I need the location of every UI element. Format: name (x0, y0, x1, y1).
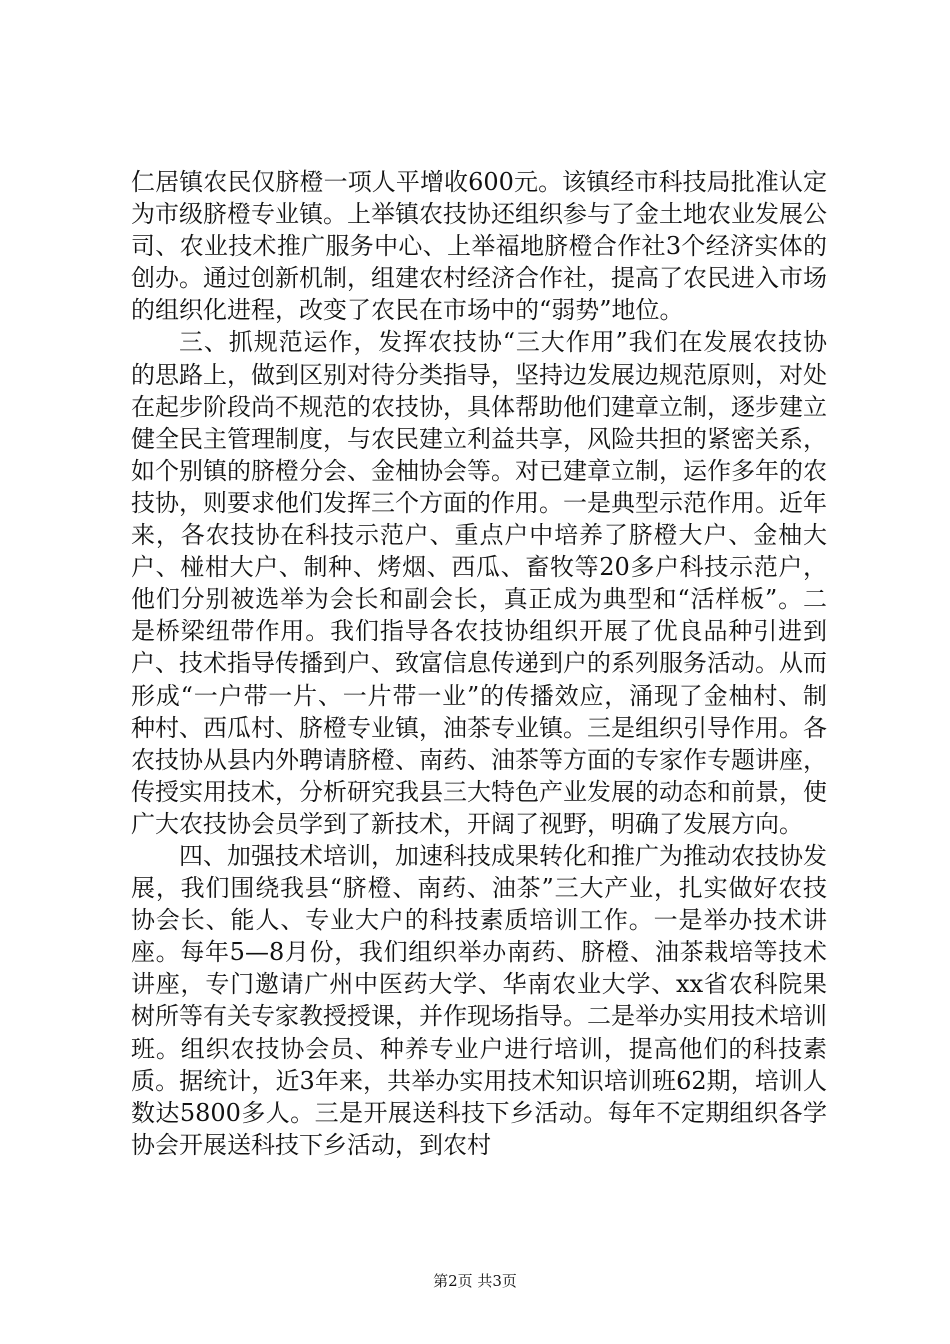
paragraph-section-four: 四、加强技术培训，加速科技成果转化和推广为推动农技协发展，我们围绕我县“脐橙、南药、油茶”三大产业，扎实做好农技协会长、能人、专业大户的科技素质培训工作。一是举办技术讲座。每年5—8月份，我们组织举办南药、脐橙、油茶栽培等技术讲座，专门邀请广州中医药大学、华南农业大学、xx省农科院果树所等有关专家教授授课，并作现场指导。二是举办实用技术培训班。组织农技协会员、种养专业户进行培训，提高他们的科技素质。据统计，近3年来，共举办实用技术知识培训班62期，培训人数达5800多人。三是开展送科技下乡活动。每年不定期组织各学协会开展送科技下乡活动，到农村 (131, 841, 827, 1159)
paragraph-section-three: 三、抓规范运作，发挥农技协“三大作用”我们在发展农技协的思路上，做到区别对待分类指导，坚持边发展边规范原则，对处在起步阶段尚不规范的农技协，具体帮助他们建章立制，逐步建立健全民主管理制度，与农民建立利益共享，风险共担的紧密关系，如个别镇的脐橙分会、金柚协会等。对已建章立制，运作多年的农技协，则要求他们发挥三个方面的作用。一是典型示范作用。近年来，各农技协在科技示范户、重点户中培养了脐橙大户、金柚大户、椪柑大户、制种、烤烟、西瓜、畜牧等20多户科技示范户，他们分别被选举为会长和副会长，真正成为典型和“活样板”。二是桥梁纽带作用。我们指导各农技协组织开展了优良品种引进到户、技术指导传播到户、致富信息传递到户的系列服务活动。从而形成“一户带一片、一片带一业”的传播效应，涌现了金柚村、制种村、西瓜村、脐橙专业镇，油茶专业镇。三是组织引导作用。各农技协从县内外聘请脐橙、南药、油茶等方面的专家作专题讲座，传授实用技术，分析研究我县三大特色产业发展的动态和前景，使广大农技协会员学到了新技术，开阔了视野，明确了发展方向。 (131, 328, 827, 838)
paragraph-continued: 仁居镇农民仅脐橙一项人平增收600元。该镇经市科技局批准认定为市级脐橙专业镇。上举镇农技协还组织参与了金土地农业发展公司、农业技术推广服务中心、上举福地脐橙合作社3个经济实体的创办。通过创新机制，组建农村经济合作社，提高了农民进入市场的组织化进程，改变了农民在市场中的“弱势”地位。 (131, 168, 827, 325)
document-body (131, 166, 827, 1161)
page-footer: 第2页 共3页 (433, 1272, 517, 1290)
